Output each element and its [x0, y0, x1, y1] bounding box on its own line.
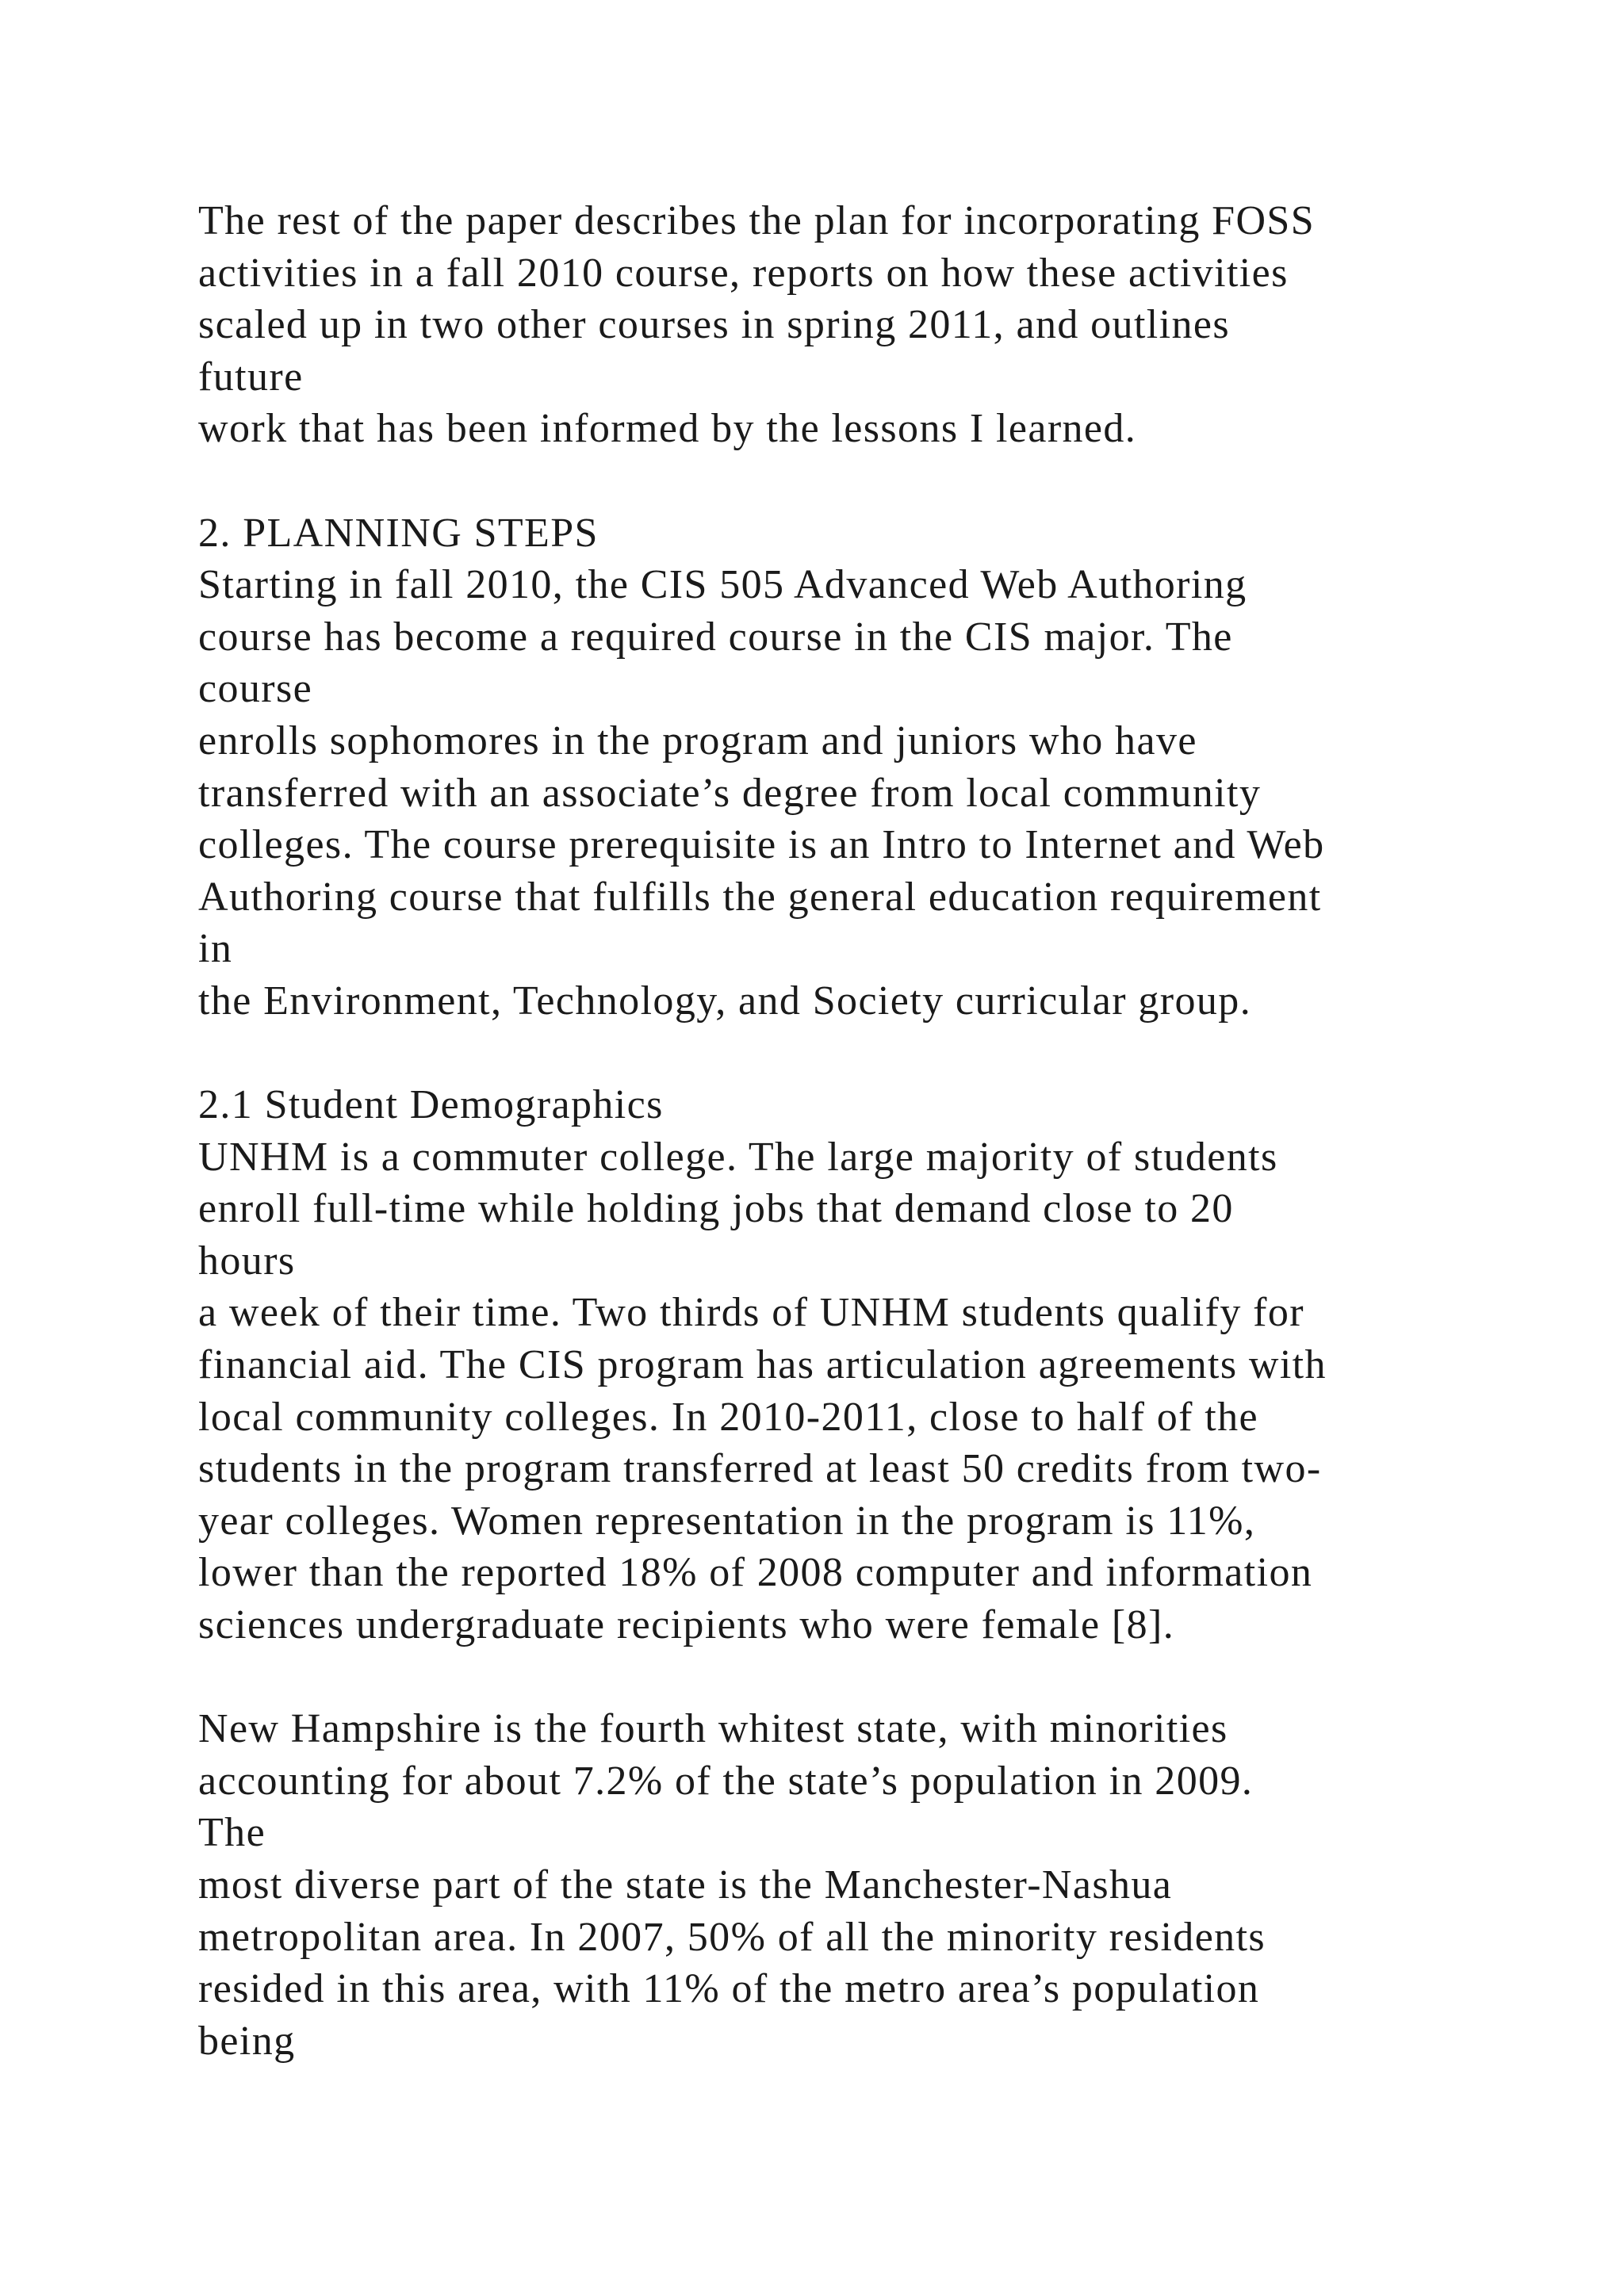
- text-line: being: [198, 2018, 296, 2064]
- text-line: hours: [198, 1238, 296, 1284]
- subsection-heading: 2.1 Student Demographics: [198, 1082, 664, 1128]
- paragraph-demographics: [198, 1079, 1610, 1651]
- text-line: future: [198, 354, 304, 400]
- text-line: local community colleges. In 2010-2011, close to half of the: [198, 1394, 1258, 1440]
- text-line: Starting in fall 2010, the CIS 505 Advanced Web Authoring: [198, 562, 1247, 608]
- text-line: enrolls sophomores in the program and juniors who have: [198, 718, 1197, 763]
- section-heading: 2. PLANNING STEPS: [198, 510, 599, 556]
- text-line: sciences undergraduate recipients who were female [8].: [198, 1602, 1175, 1648]
- paragraph-spacer: [198, 455, 1610, 507]
- text-line: resided in this area, with 11% of the metro area’s population: [198, 1966, 1260, 2012]
- text-line: The: [198, 1810, 266, 1856]
- text-line: activities in a fall 2010 course, reports on how these activities: [198, 250, 1289, 296]
- text-line: The rest of the paper describes the plan for incorporating FOSS: [198, 198, 1316, 243]
- text-line: students in the program transferred at least 50 credits from two-: [198, 1446, 1322, 1492]
- text-line: in: [198, 926, 233, 972]
- text-line: New Hampshire is the fourth whitest state, with minorities: [198, 1706, 1228, 1752]
- paragraph-spacer: [198, 1027, 1610, 1080]
- paragraph-planning: [198, 507, 1610, 1027]
- paragraph-new-hampshire: [198, 1703, 1610, 2067]
- paragraph-intro: [198, 195, 1610, 455]
- text-line: most diverse part of the state is the Manchester-Nashua: [198, 1862, 1173, 1908]
- text-line: work that has been informed by the lessons I learned.: [198, 406, 1137, 452]
- paragraph-spacer: [198, 1651, 1610, 1704]
- text-line: metropolitan area. In 2007, 50% of all the minority residents: [198, 1914, 1266, 1960]
- text-line: the Environment, Technology, and Society curricular group.: [198, 978, 1252, 1024]
- document-body: [198, 195, 1610, 2067]
- text-line: colleges. The course prerequisite is an Intro to Internet and Web: [198, 822, 1325, 868]
- text-line: scaled up in two other courses in spring 2011, and outlines: [198, 302, 1231, 348]
- text-line: UNHM is a commuter college. The large majority of students: [198, 1134, 1278, 1180]
- text-line: lower than the reported 18% of 2008 computer and information: [198, 1550, 1313, 1596]
- text-line: enroll full-time while holding jobs that demand close to 20: [198, 1186, 1234, 1232]
- text-line: accounting for about 7.2% of the state’s population in 2009.: [198, 1758, 1254, 1804]
- text-line: course: [198, 666, 313, 712]
- text-line: financial aid. The CIS program has articulation agreements with: [198, 1342, 1327, 1388]
- text-line: a week of their time. Two thirds of UNHM students qualify for: [198, 1290, 1304, 1336]
- text-line: year colleges. Women representation in the program is 11%,: [198, 1498, 1256, 1544]
- text-line: Authoring course that fulfills the general education requirement: [198, 874, 1322, 920]
- text-line: transferred with an associate’s degree from local community: [198, 770, 1262, 816]
- text-line: course has become a required course in the CIS major. The: [198, 614, 1233, 660]
